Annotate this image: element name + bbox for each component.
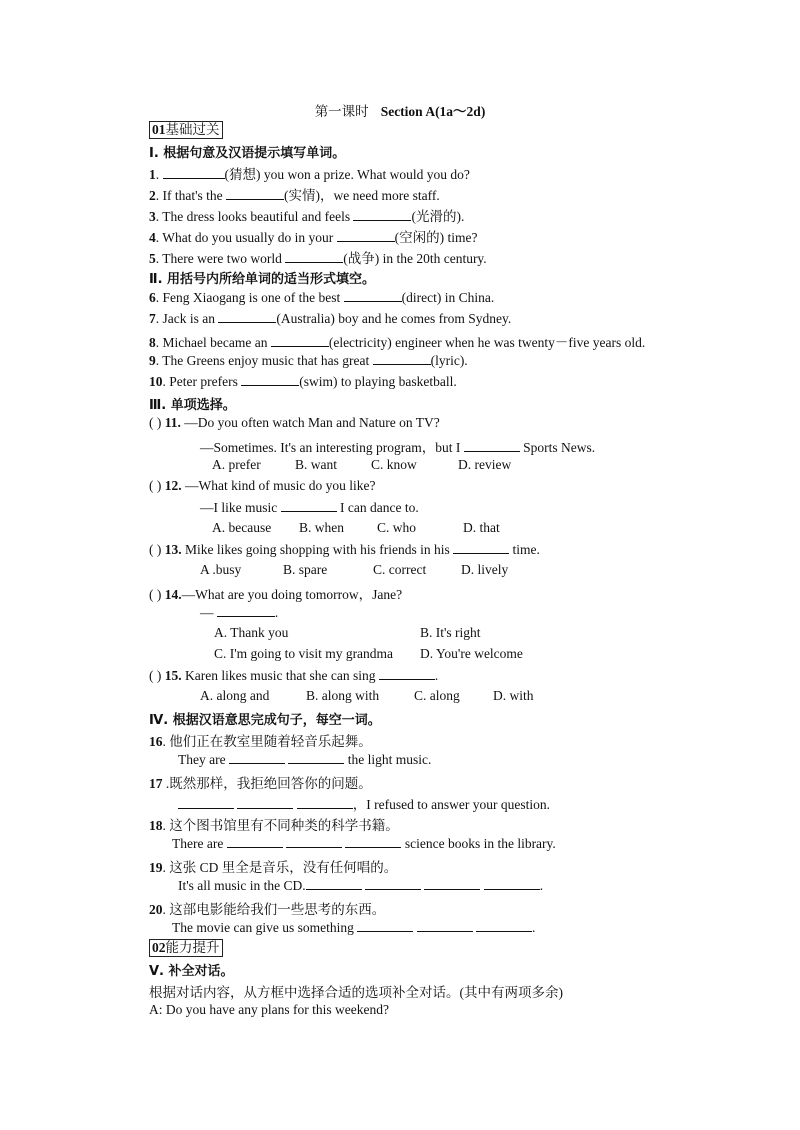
option-d[interactable]: D. You're welcome	[420, 646, 523, 661]
question-10: 10. Peter prefers (swim) to playing basketball.	[149, 374, 457, 389]
question-19-english: It's all music in the CD. .	[178, 878, 544, 893]
answer-blank[interactable]	[178, 796, 234, 809]
section-3-heading: Ⅲ. 单项选择。	[149, 398, 236, 413]
option-c[interactable]: C. who	[377, 520, 417, 535]
answer-blank[interactable]	[424, 877, 480, 890]
option-b[interactable]: B. spare	[283, 562, 328, 577]
section-4-heading: Ⅳ. 根据汉语意思完成句子，每空一词。	[149, 713, 381, 728]
section-1-heading: Ⅰ. 根据句意及汉语提示填写单词。	[149, 146, 346, 161]
answer-blank[interactable]	[344, 289, 402, 302]
answer-blank[interactable]	[286, 835, 342, 848]
option-c[interactable]: C. I'm going to visit my grandma	[214, 646, 394, 661]
question-12: ( ) 12. —What kind of music do you like?	[149, 478, 376, 493]
option-c[interactable]: C. along	[414, 688, 460, 703]
dialogue-line-a: A: Do you have any plans for this weekend?	[149, 1002, 389, 1017]
question-5: 5. There were two world (战争) in the 20th century.	[149, 251, 487, 266]
question-14: ( ) 14.—What are you doing tomorrow，Jane?	[149, 587, 403, 602]
answer-blank[interactable]	[484, 877, 540, 890]
answer-paren[interactable]: ( )	[149, 542, 162, 557]
question-20: 20. 这部电影能给我们一些思考的东西。	[149, 902, 386, 917]
question-13: ( ) 13. Mike likes going shopping with his friends in his time.	[149, 542, 540, 557]
option-a[interactable]: A. prefer	[212, 457, 261, 472]
answer-blank[interactable]	[353, 208, 411, 221]
answer-blank[interactable]	[281, 499, 337, 512]
question-18-english: There are science books in the library.	[172, 836, 556, 851]
section-label: Section A(1a～2d)	[380, 104, 486, 119]
lesson-label: 第一课时	[314, 104, 369, 119]
option-c[interactable]: C. correct	[373, 562, 427, 577]
answer-blank[interactable]	[218, 310, 276, 323]
answer-blank[interactable]	[237, 796, 293, 809]
question-17: 17 .既然那样，我拒绝回答你的问题。	[149, 776, 372, 791]
answer-blank[interactable]	[464, 439, 520, 452]
option-a[interactable]: A .busy	[200, 562, 242, 577]
answer-paren[interactable]: ( )	[149, 478, 162, 493]
question-1: 1. (猜想) you won a prize. What would you do?	[149, 167, 470, 182]
section-2-heading: Ⅱ. 用括号内所给单词的适当形式填空。	[149, 272, 376, 287]
answer-blank[interactable]	[288, 751, 344, 764]
question-7: 7. Jack is an (Australia) boy and he comes from Sydney.	[149, 311, 512, 326]
option-d[interactable]: D. with	[493, 688, 534, 703]
answer-paren[interactable]: ( )	[149, 668, 162, 683]
option-d[interactable]: D. review	[458, 457, 512, 472]
answer-blank[interactable]	[337, 229, 395, 242]
section-5-heading: Ⅴ. 补全对话。	[149, 964, 234, 979]
question-18: 18. 这个图书馆里有不同种类的科学书籍。	[149, 818, 399, 833]
question-12-options	[212, 520, 500, 536]
question-20-english: The movie can give us something .	[172, 920, 536, 935]
answer-blank[interactable]	[365, 877, 421, 890]
answer-blank[interactable]	[379, 667, 435, 680]
question-16: 16. 他们正在教室里随着轻音乐起舞。	[149, 734, 372, 749]
option-a[interactable]: A. along and	[200, 688, 270, 703]
question-6: 6. Feng Xiaogang is one of the best (direct) in China.	[149, 290, 495, 305]
answer-blank[interactable]	[357, 919, 413, 932]
section-5-instruction: 根据对话内容，从方框中选择合适的选项补全对话。(其中有两项多余)	[149, 985, 563, 1000]
answer-blank[interactable]	[306, 877, 362, 890]
option-c[interactable]: C. know	[371, 457, 417, 472]
question-14-options-row-1	[214, 625, 481, 641]
question-17-english: ，I refused to answer your question.	[178, 793, 550, 813]
option-b[interactable]: B. want	[295, 457, 337, 472]
answer-blank[interactable]	[229, 751, 285, 764]
question-14-response: — .	[200, 605, 279, 620]
question-13-options	[200, 562, 508, 578]
answer-blank[interactable]	[476, 919, 532, 932]
part-02-label: 02能力提升	[149, 939, 223, 957]
question-11: ( ) 11. —Do you often watch Man and Nature on TV?	[149, 415, 440, 430]
page-title	[0, 100, 800, 120]
answer-blank[interactable]	[373, 352, 431, 365]
answer-blank[interactable]	[417, 919, 473, 932]
option-b[interactable]: B. along with	[306, 688, 380, 703]
question-9: 9. The Greens enjoy music that has great (lyric).	[149, 353, 468, 368]
answer-blank[interactable]	[227, 835, 283, 848]
part-01-label: 01基础过关	[149, 121, 223, 139]
question-11-options	[212, 457, 511, 473]
question-11-response: —Sometimes. It's an interesting program，but I Sports News.	[200, 440, 596, 455]
question-15: ( ) 15. Karen likes music that she can sing .	[149, 668, 439, 683]
option-d[interactable]: D. that	[463, 520, 500, 535]
question-12-response: —I like music I can dance to.	[200, 500, 419, 515]
answer-blank[interactable]	[453, 541, 509, 554]
answer-blank[interactable]	[241, 373, 299, 386]
answer-paren[interactable]: ( )	[149, 587, 162, 602]
question-15-options	[200, 688, 534, 704]
question-14-options-row-2	[214, 646, 523, 662]
option-d[interactable]: D. lively	[461, 562, 509, 577]
question-3: 3. The dress looks beautiful and feels (光滑的).	[149, 209, 465, 224]
answer-paren[interactable]: ( )	[149, 415, 162, 430]
answer-blank[interactable]	[285, 250, 343, 263]
question-8: 8. Michael became an (electricity) engineer when he was twenty－five years old.	[149, 335, 646, 350]
question-2: 2. If that's the (实情)，we need more staff.	[149, 188, 440, 203]
question-4: 4. What do you usually do in your (空闲的) time?	[149, 230, 478, 245]
answer-blank[interactable]	[217, 604, 275, 617]
answer-blank[interactable]	[163, 166, 225, 179]
answer-blank[interactable]	[345, 835, 401, 848]
answer-blank[interactable]	[297, 796, 353, 809]
answer-blank[interactable]	[271, 334, 329, 347]
question-19: 19. 这张 CD 里全是音乐，没有任何唱的。	[149, 860, 398, 875]
question-16-english: They are the light music.	[178, 752, 432, 767]
option-a[interactable]: A. Thank you	[214, 625, 289, 640]
option-b[interactable]: B. when	[299, 520, 344, 535]
answer-blank[interactable]	[226, 187, 284, 200]
option-a[interactable]: A. because	[212, 520, 272, 535]
option-b[interactable]: B. It's right	[420, 625, 481, 640]
